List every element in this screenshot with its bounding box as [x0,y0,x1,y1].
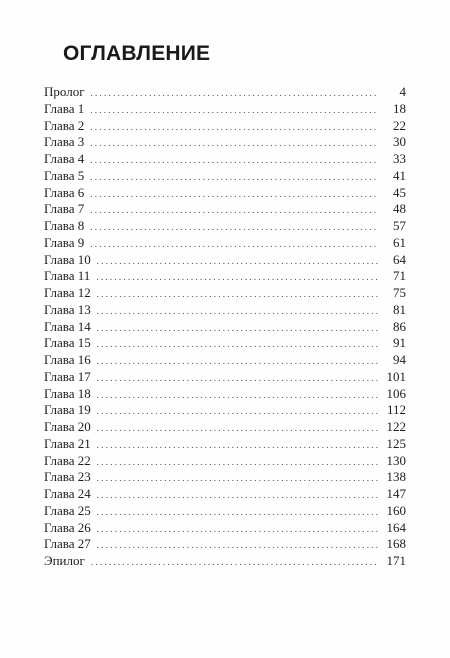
toc-entry [44,235,406,252]
dot-leader [97,470,378,487]
toc-entry [44,268,406,285]
dot-leader [97,286,378,303]
dot-leader [90,202,378,219]
dot-leader [90,152,378,169]
toc-entry [44,319,406,336]
toc-entry-page-number: 22 [393,117,406,133]
toc-entry [44,151,406,168]
toc-entry [44,553,406,570]
toc-entry-label: Глава 5 [44,167,85,183]
toc-entry-label: Глава 17 [44,368,91,384]
toc-entry-label: Глава 15 [44,335,91,351]
toc-entry [44,436,406,453]
toc-entry-label: Глава 9 [44,234,85,250]
dot-leader [90,135,378,152]
toc-entry [44,134,406,151]
toc-entry-label: Глава 12 [44,285,91,300]
toc-entry [44,352,406,369]
toc-entry-page-number: 81 [393,301,406,317]
dot-leader [97,420,378,437]
toc-entry [44,168,406,185]
toc-entry [44,453,406,470]
toc-entry-page-number: 41 [393,167,406,183]
dot-leader [97,320,378,337]
toc-entry-label: Глава 7 [44,201,85,217]
toc-entry-label: Пролог [44,84,85,99]
toc-entry [44,218,406,235]
toc-entry-page-number: 18 [393,100,406,116]
toc-entry [44,185,406,202]
toc-entry [44,419,406,436]
page-title: ОГЛАВЛЕНИЕ [63,42,211,65]
toc-entry-page-number: 91 [393,335,406,351]
dot-leader [90,219,378,236]
toc-entry-page-number: 171 [386,553,406,568]
toc-entry [44,520,406,537]
toc-entry-page-number: 164 [386,519,406,535]
toc-entry-page-number: 57 [393,218,406,233]
toc-entry [44,402,406,419]
toc-entry-page-number: 61 [393,234,406,250]
toc-entry-label: Глава 18 [44,385,91,401]
toc-entry-label: Глава 22 [44,452,91,468]
toc-entry-label: Глава 6 [44,184,85,200]
toc-entry-label: Глава 23 [44,469,91,485]
toc-entry-label: Глава 8 [44,218,85,233]
toc-entry-label: Глава 13 [44,301,91,317]
toc-entry-label: Глава 27 [44,536,91,552]
toc-entry-label: Глава 19 [44,402,91,418]
toc-entry-page-number: 71 [393,268,406,284]
toc-entry-label: Глава 11 [44,268,91,284]
dot-leader [90,186,378,203]
toc-entry-label: Глава 4 [44,151,85,166]
toc-entry-page-number: 33 [393,151,406,166]
toc-entry-label: Глава 26 [44,519,91,535]
toc-entry-label: Глава 16 [44,352,91,367]
dot-leader [91,554,378,571]
toc-entry-page-number: 138 [386,469,406,485]
toc-entry [44,252,406,269]
dot-leader [97,504,378,521]
toc-entry-label: Глава 24 [44,486,91,501]
toc-entry-page-number: 64 [393,251,406,267]
dot-leader [97,353,378,370]
dot-leader [96,269,378,286]
toc-entry-label: Глава 20 [44,419,91,434]
dot-leader [91,85,378,102]
toc-entry [44,118,406,135]
toc-entry-page-number: 147 [386,486,406,501]
dot-leader [97,437,378,454]
dot-leader [97,403,378,420]
table-of-contents [44,84,406,570]
dot-leader [97,387,378,404]
toc-entry [44,101,406,118]
toc-entry [44,285,406,302]
toc-entry-page-number: 160 [386,502,406,518]
toc-entry [44,469,406,486]
toc-entry [44,369,406,386]
toc-entry-page-number: 125 [386,435,406,451]
toc-entry-page-number: 122 [386,419,406,434]
toc-entry [44,503,406,520]
dot-leader [90,169,378,186]
toc-entry-page-number: 106 [386,385,406,401]
dot-leader [90,119,378,136]
toc-entry-page-number: 130 [386,452,406,468]
toc-entry-page-number: 112 [386,402,406,418]
dot-leader [97,336,378,353]
toc-entry-page-number: 4 [399,84,406,99]
toc-entry [44,335,406,352]
toc-entry-label: Глава 1 [44,100,85,116]
toc-entry-label: Глава 3 [44,134,85,150]
toc-entry [44,386,406,403]
toc-entry-page-number: 45 [393,184,406,200]
toc-entry-page-number: 30 [393,134,406,150]
dot-leader [97,253,378,270]
toc-entry [44,536,406,553]
dot-leader [97,537,378,554]
toc-entry-page-number: 86 [393,318,406,334]
dot-leader [90,236,378,253]
toc-entry-page-number: 75 [393,285,406,300]
toc-entry [44,302,406,319]
dot-leader [97,370,378,387]
toc-entry-label: Эпилог [44,553,85,568]
toc-entry-label: Глава 14 [44,318,91,334]
dot-leader [97,454,378,471]
toc-entry [44,84,406,101]
toc-entry-page-number: 101 [386,368,406,384]
toc-entry-label: Глава 10 [44,251,91,267]
toc-entry-page-number: 94 [393,352,406,367]
toc-entry-page-number: 48 [393,201,406,217]
dot-leader [97,487,378,504]
toc-entry-page-number: 168 [386,536,406,552]
dot-leader [97,303,378,320]
dot-leader [90,102,378,119]
toc-entry [44,201,406,218]
toc-entry-label: Глава 21 [44,435,91,451]
toc-entry [44,486,406,503]
toc-entry-label: Глава 25 [44,502,91,518]
toc-entry-label: Глава 2 [44,117,85,133]
dot-leader [97,521,378,538]
